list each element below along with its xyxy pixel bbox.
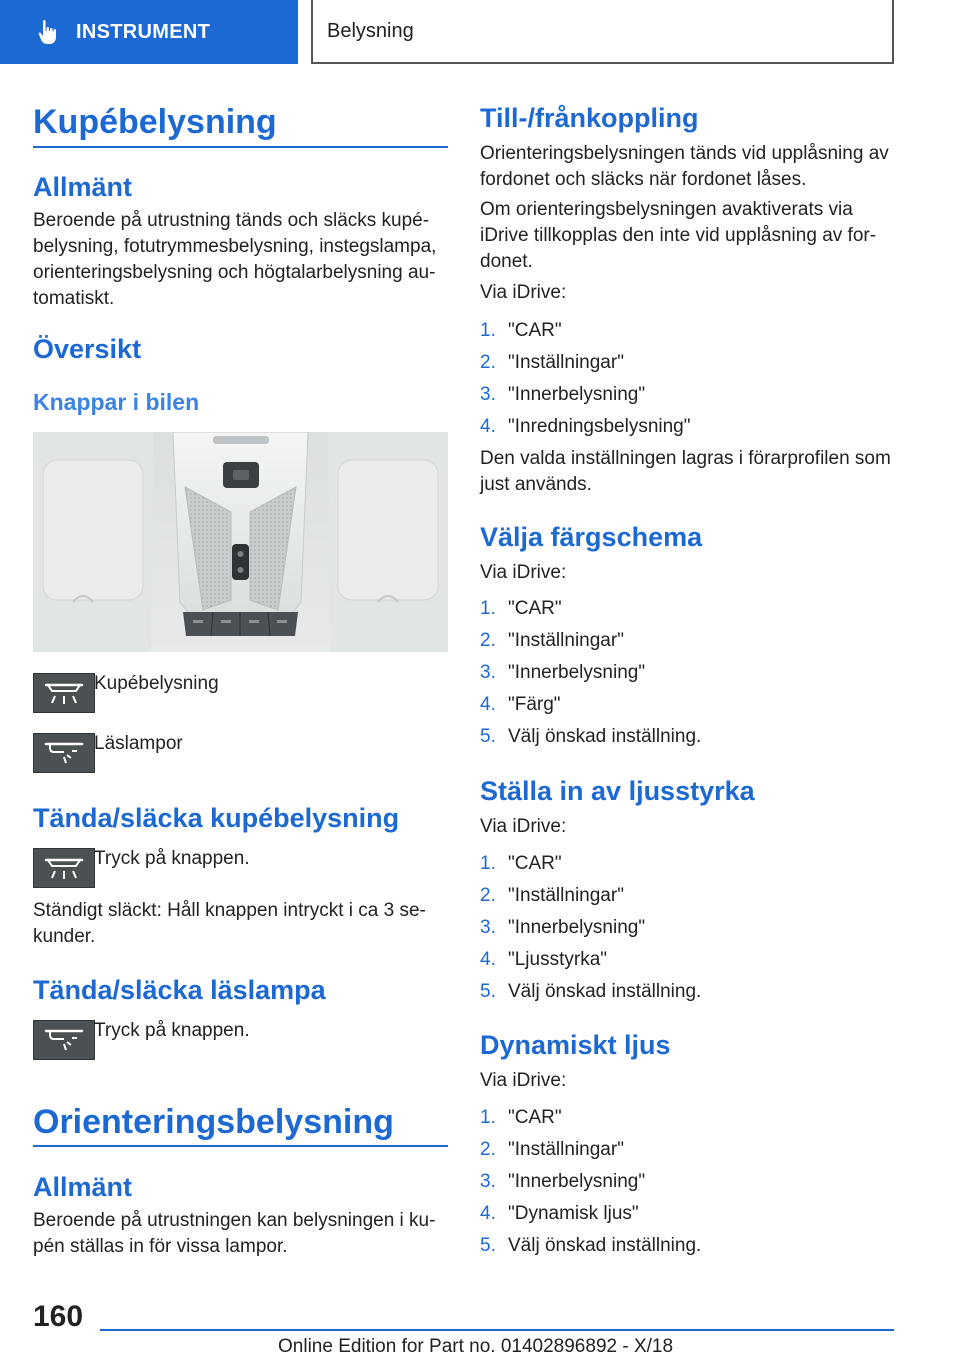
list-item: 1. "CAR": [480, 598, 562, 619]
list-item: 5. Välj önskad inställning.: [480, 981, 702, 1002]
section-title: [311, 0, 894, 64]
list-item: 3. "Innerbelysning": [480, 1171, 646, 1192]
reading-lamp-icon: [33, 733, 95, 773]
list-item: 2. "Inställningar": [480, 630, 624, 651]
dynamiskt-heading: Dynamiskt ljus: [480, 1030, 671, 1060]
oversikt-heading: Översikt: [33, 334, 142, 364]
list-item: 5. Välj önskad inställning.: [480, 1235, 702, 1256]
list-item: 1. "CAR": [480, 320, 562, 341]
hand-pointer-icon: [38, 19, 60, 45]
list-item: 1. "CAR": [480, 1107, 562, 1128]
roof-console-image: [33, 432, 448, 652]
footer-rule: [100, 1329, 894, 1331]
title-rule: [33, 146, 448, 148]
reading-lamp-label: Läslampor: [94, 733, 183, 754]
page-number: 160: [33, 1300, 84, 1333]
allmant2-paragraph: Beroende på utrustningen kan belysningen i ku- pén ställas in för vissa lampor.: [33, 1210, 436, 1257]
valda-paragraph: Den valda inställningen lagras i förarprofilen som just används.: [480, 448, 891, 495]
list-item: 5. Välj önskad inställning.: [480, 726, 702, 747]
list-item: 4. "Inredningsbelysning": [480, 416, 691, 437]
om-paragraph: Om orienteringsbelysningen avaktiverats via iDrive tillkopplas den inte vid upplåsning av for- donet.: [480, 199, 877, 272]
via-idrive-label: Via iDrive:: [480, 562, 567, 583]
cabin-light-icon: [33, 673, 95, 713]
tanda-las-heading: Tända/släcka läslampa: [33, 975, 326, 1005]
list-item: 4. "Färg": [480, 694, 561, 715]
knappar-heading: Knappar i bilen: [33, 389, 200, 415]
till-heading: Till-/frånkoppling: [480, 103, 699, 133]
title-rule: [33, 1145, 448, 1147]
via-idrive-label: Via iDrive:: [480, 282, 567, 303]
chapter-tab[interactable]: [0, 0, 298, 64]
farg-heading: Välja färgschema: [480, 522, 703, 552]
cabin-light-label: Kupébelysning: [94, 673, 219, 694]
kupebelysning-title: Kupébelysning: [33, 103, 277, 141]
edition-note: Online Edition for Part no. 01402896892 - X/18: [278, 1336, 674, 1357]
allmant-heading: Allmänt: [33, 172, 133, 202]
chapter-title: INSTRUMENT: [76, 20, 211, 43]
ljusstyrka-heading: Ställa in av ljusstyrka: [480, 776, 755, 806]
cabin-light-icon: [33, 848, 95, 888]
list-item: 2. "Inställningar": [480, 352, 624, 373]
orienteringsbelysning-title: Orienteringsbelysning: [33, 1103, 394, 1141]
list-item: 4. "Dynamisk ljus": [480, 1203, 639, 1224]
list-item: 3. "Innerbelysning": [480, 917, 646, 938]
allmant2-heading: Allmänt: [33, 1172, 133, 1202]
tanda-kupe-heading: Tända/släcka kupébelysning: [33, 803, 400, 833]
list-item: 2. "Inställningar": [480, 885, 624, 906]
allmant-paragraph: Beroende på utrustning tänds och släcks kupé- belysning, fotutrymmesbelysning, instegslampa, orienteringsbelysning och högtalarbelysning au- tomatiskt.: [33, 210, 437, 309]
standigt-paragraph: Ständigt släckt: Håll knappen intryckt i ca 3 se- kunder.: [33, 900, 426, 947]
tanda-las-text: Tryck på knappen.: [94, 1020, 250, 1041]
list-item: 3. "Innerbelysning": [480, 384, 646, 405]
list-item: 2. "Inställningar": [480, 1139, 624, 1160]
via-idrive-label: Via iDrive:: [480, 1070, 567, 1091]
via-idrive-label: Via iDrive:: [480, 816, 567, 837]
list-item: 4. "Ljusstyrka": [480, 949, 608, 970]
tanda-kupe-text: Tryck på knappen.: [94, 848, 250, 869]
till-paragraph: Orienteringsbelysningen tänds vid upplåsning av fordonet och släcks när fordonet låses.: [480, 143, 889, 190]
reading-lamp-icon: [33, 1020, 95, 1060]
list-item: 1. "CAR": [480, 853, 562, 874]
list-item: 3. "Innerbelysning": [480, 662, 646, 683]
section-title-text: Belysning: [327, 19, 414, 42]
